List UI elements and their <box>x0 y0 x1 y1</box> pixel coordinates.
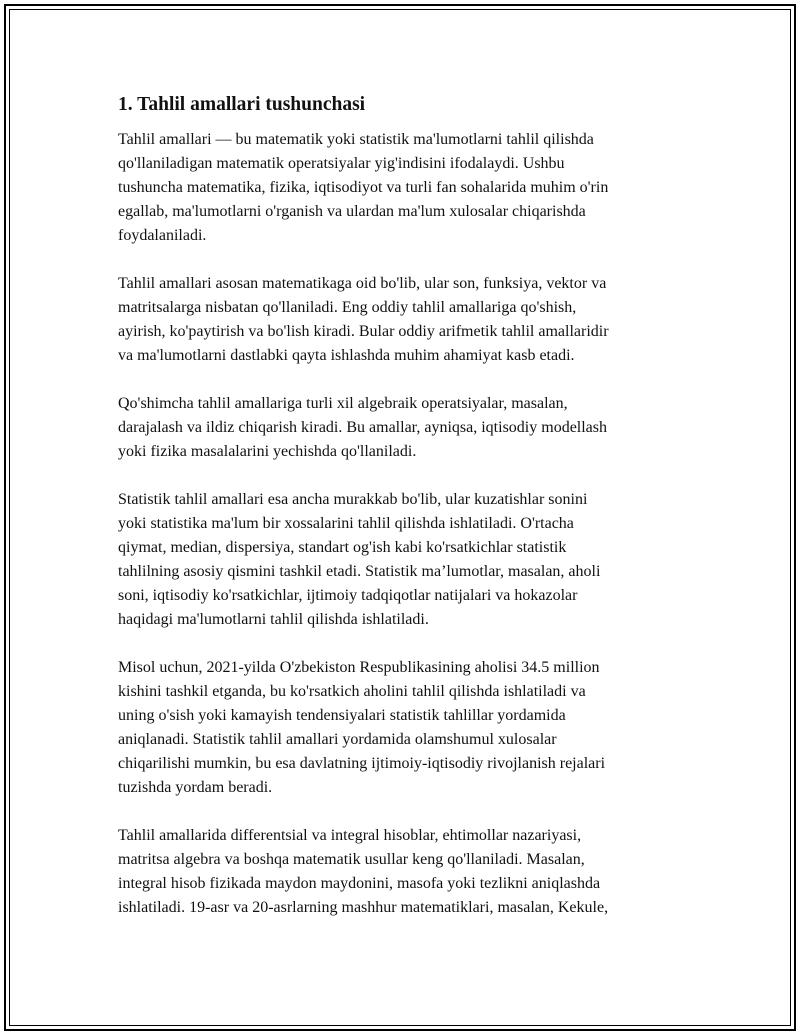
section-heading: 1. Tahlil amallari tushunchasi <box>118 94 366 115</box>
text-line: kishini tashkil etganda, bu ko'rsatkich aholini tahlil qilishda ishlatiladi va <box>118 683 586 700</box>
text-line: yoki statistika ma'lum bir xossalarini tahlil qilishda ishlatiladi. O'rtacha <box>118 515 574 532</box>
paragraph-2 <box>118 272 693 368</box>
text-line: ishlatiladi. 19-asr va 20-asrlarning mashhur matematiklari, masalan, Kekule, <box>118 899 609 916</box>
text-line: Qo'shimcha tahlil amallariga turli xil algebraik operatsiyalar, masalan, <box>118 395 568 412</box>
text-line: aniqlanadi. Statistik tahlil amallari yordamida olamshumul xulosalar <box>118 731 557 748</box>
document-body <box>118 92 693 944</box>
text-line: Statistik tahlil amallari esa ancha murakkab bo'lib, ular kuzatishlar sonini <box>118 491 588 508</box>
text-line: Tahlil amallari — bu matematik yoki statistik ma'lumotlarni tahlil qilishda <box>118 131 594 148</box>
text-line: tahlilning asosiy qismini tashkil etadi. Statistik ma’lumotlar, masalan, aholi <box>118 563 601 580</box>
paragraph-6 <box>118 824 693 920</box>
text-line: matritsalarga nisbatan qo'llaniladi. Eng oddiy tahlil amallariga qo'shish, <box>118 299 577 316</box>
text-line: Tahlil amallari asosan matematikaga oid bo'lib, ular son, funksiya, vektor va <box>118 275 607 292</box>
text-line: qo'llaniladigan matematik operatsiyalar yig'indisini ifodalaydi. Ushbu <box>118 155 565 172</box>
text-line: ayirish, ko'paytirish va bo'lish kiradi. Bular oddiy arifmetik tahlil amallaridir <box>118 323 609 340</box>
text-line: tuzishda yordam beradi. <box>118 779 273 796</box>
text-line: Misol uchun, 2021-yilda O'zbekiston Respublikasining aholisi 34.5 million <box>118 659 600 676</box>
paragraph-5 <box>118 656 693 800</box>
paragraph-3 <box>118 392 693 464</box>
text-line: qiymat, median, dispersiya, standart og'ish kabi ko'rsatkichlar statistik <box>118 539 567 556</box>
text-line: darajalash va ildiz chiqarish kiradi. Bu amallar, ayniqsa, iqtisodiy modellash <box>118 419 608 436</box>
text-line: integral hisob fizikada maydon maydonini, masofa yoki tezlikni aniqlashda <box>118 875 601 892</box>
text-line: tushuncha matematika, fizika, iqtisodiyot va turli fan sohalarida muhim o'rin <box>118 179 609 196</box>
text-line: foydalaniladi. <box>118 227 207 244</box>
text-line: egallab, ma'lumotlarni o'rganish va ulardan ma'lum xulosalar chiqarishda <box>118 203 586 220</box>
text-line: matritsa algebra va boshqa matematik usullar keng qo'llaniladi. Masalan, <box>118 851 585 868</box>
text-line: chiqarilishi mumkin, bu esa davlatning ijtimoiy-iqtisodiy rivojlanish rejalari <box>118 755 606 772</box>
text-line: haqidagi ma'lumotlarni tahlil qilishda ishlatiladi. <box>118 611 429 628</box>
paragraph-4 <box>118 488 693 632</box>
paragraph-1 <box>118 128 693 248</box>
text-line: yoki fizika masalalarini yechishda qo'llaniladi. <box>118 443 417 460</box>
text-line: va ma'lumotlarni dastlabki qayta ishlashda muhim ahamiyat kasb etadi. <box>118 347 575 364</box>
text-line: uning o'sish yoki kamayish tendensiyalari statistik tahlillar yordamida <box>118 707 566 724</box>
text-line: Tahlil amallarida differentsial va integral hisoblar, ehtimollar nazariyasi, <box>118 827 582 844</box>
text-line: soni, iqtisodiy ko'rsatkichlar, ijtimoiy tadqiqotlar natijalari va hokazolar <box>118 587 578 604</box>
